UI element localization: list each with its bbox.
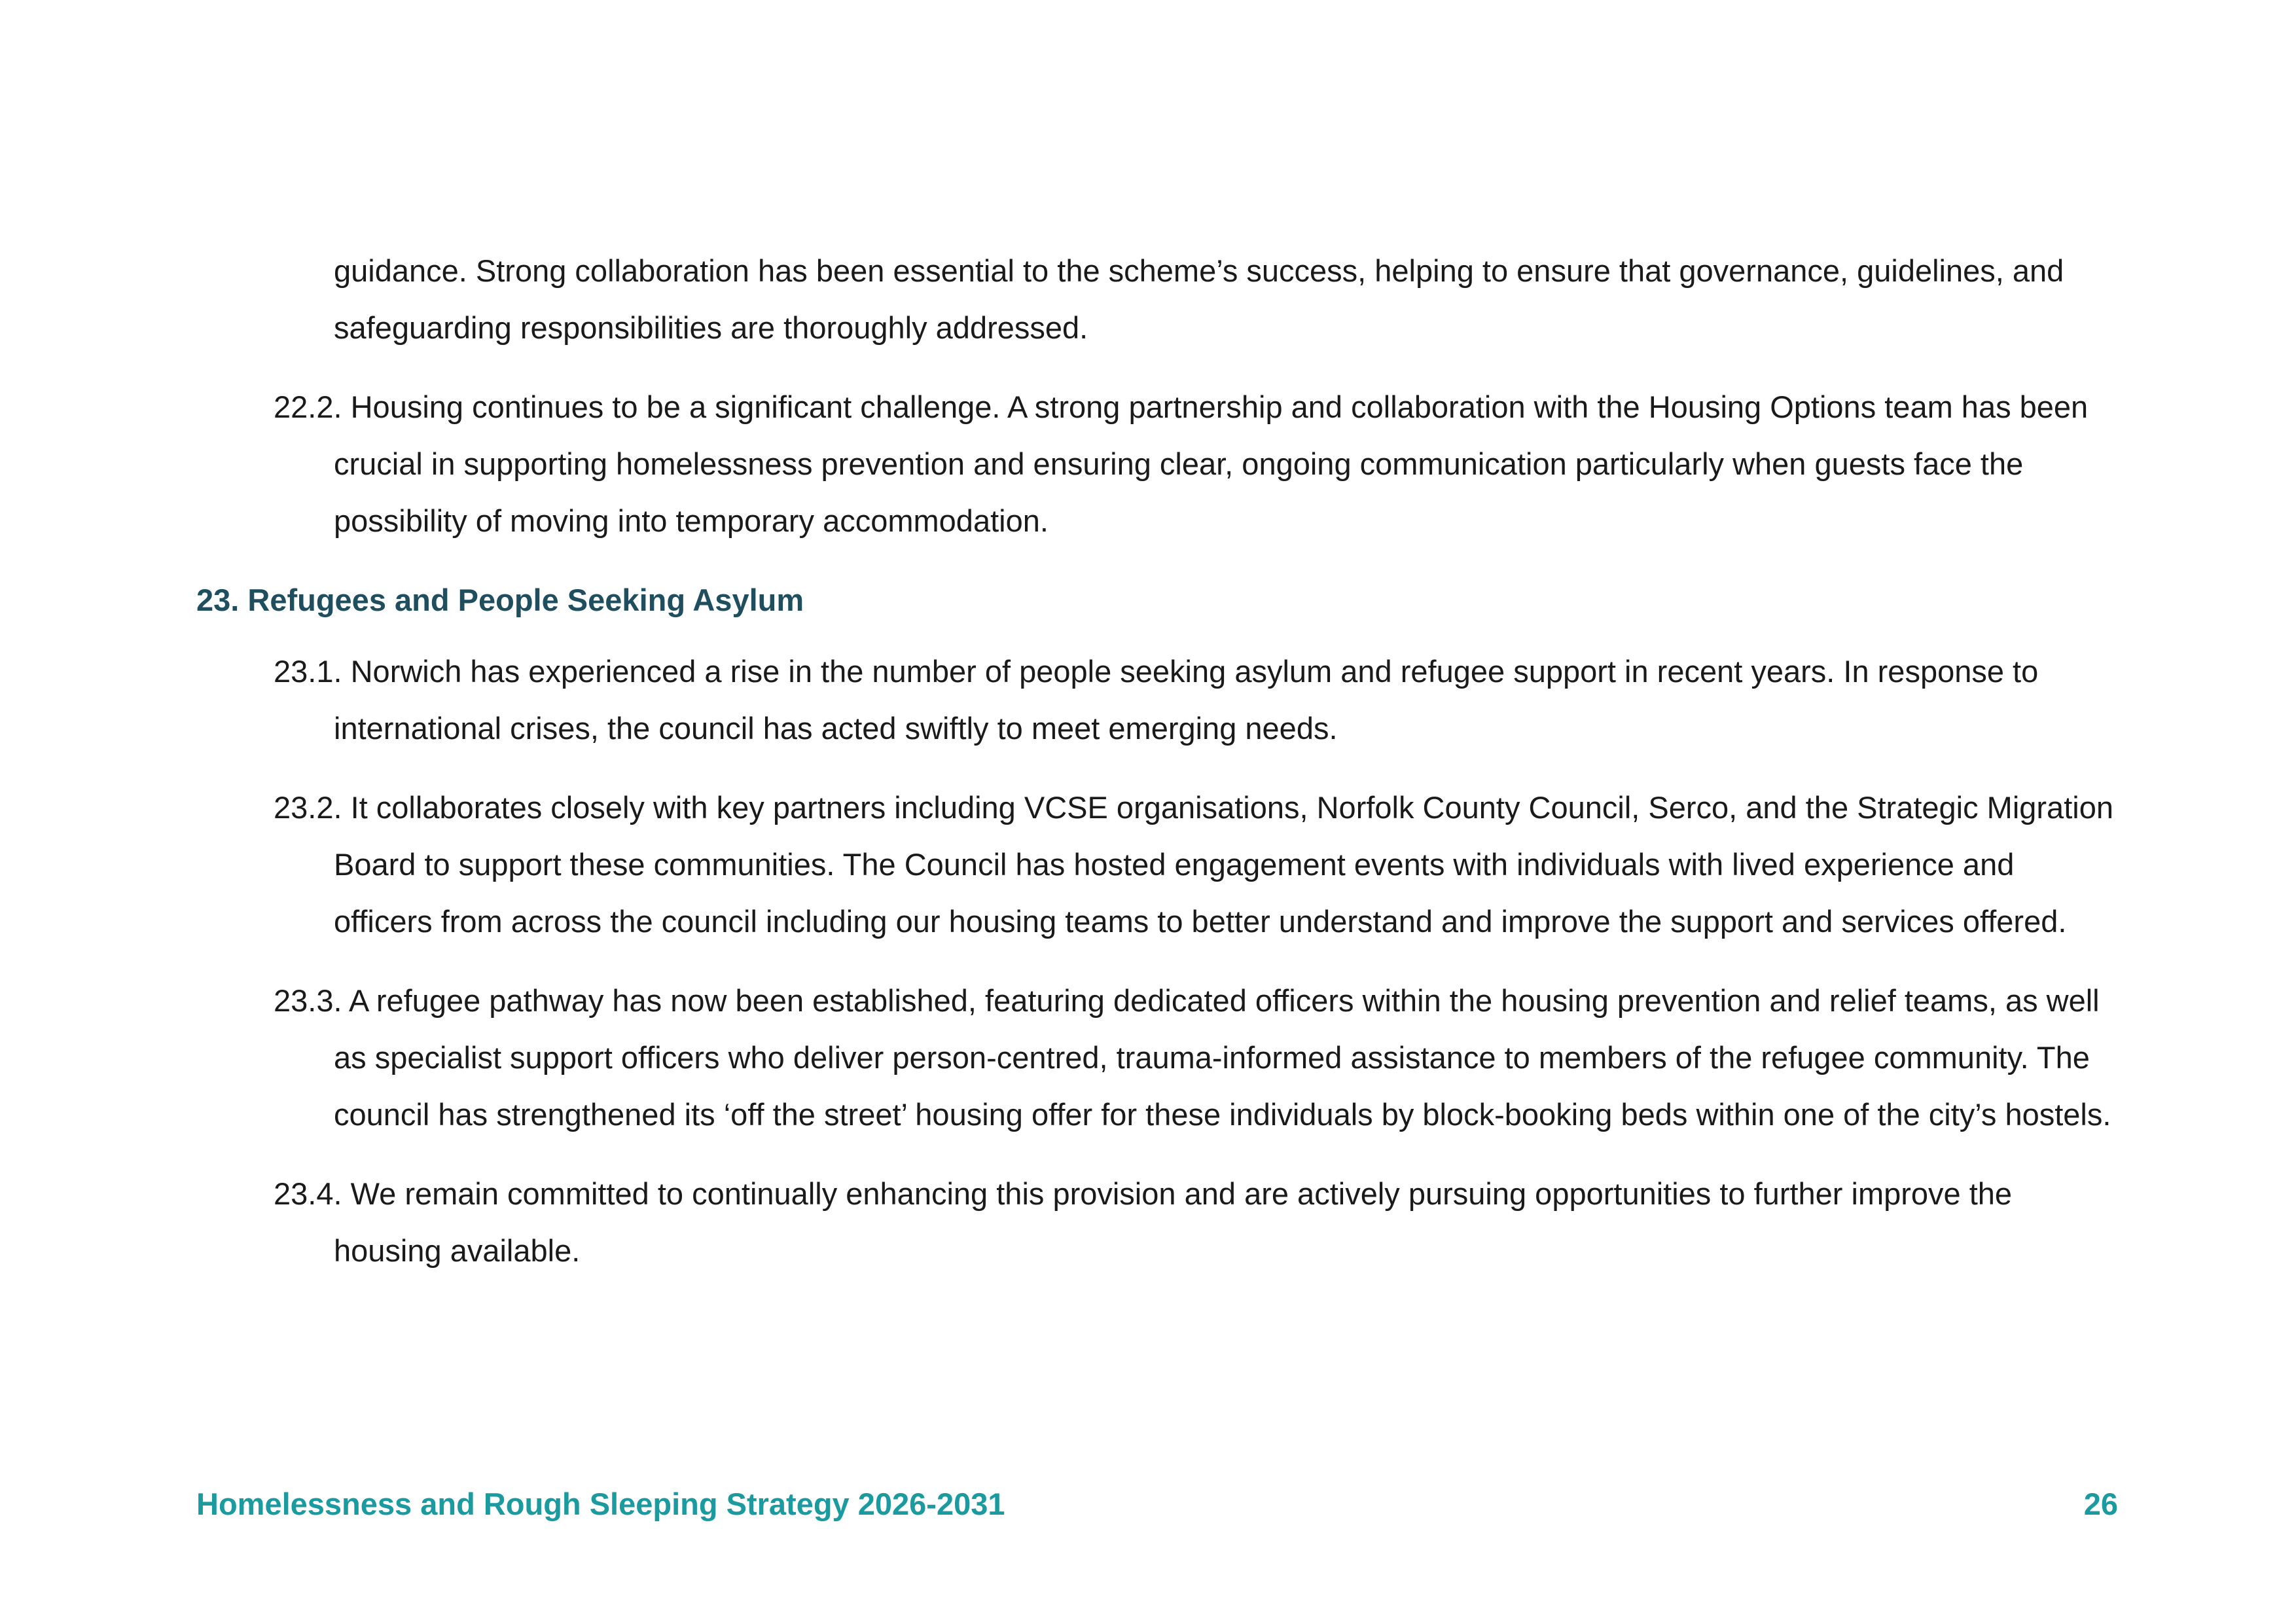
paragraph-text: A refugee pathway has now been established, featuring dedicated officers within the housing prevention and relief teams, as well as specialist support officers who deliver person-centred, trauma-informed assistance to members of the refugee community. The council has strengthened its ‘off the street’ housing offer for these individuals by block-booking beds within one of the city’s hostels. xyxy=(334,983,2111,1132)
paragraph-text: We remain committed to continually enhancing this provision and are actively pursuing opportunities to further improve the housing available. xyxy=(334,1176,2013,1268)
paragraph-23-2 xyxy=(196,779,2121,950)
page-number: 26 xyxy=(2083,1487,2118,1521)
paragraph-number: 23.4. xyxy=(274,1176,342,1211)
paragraph-22-2 xyxy=(196,378,2121,549)
paragraph-23-3 xyxy=(196,972,2121,1143)
paragraph-text: Housing continues to be a significant challenge. A strong partnership and collaboration with the Housing Options team has been crucial in supporting homelessness prevention and ensuring clear, ongoing communication particularly when guests face the possibility of moving into temporary accommodation. xyxy=(334,389,2089,538)
continuation-paragraph: guidance. Strong collaboration has been essential to the scheme’s success, helping to ensure that governance, guidelines, and safeguarding responsibilities are thoroughly addressed. xyxy=(334,253,2064,345)
page-body xyxy=(196,242,2121,1301)
paragraph-text: Norwich has experienced a rise in the number of people seeking asylum and refugee support in recent years. In response to international crises, the council has acted swiftly to meet emerging needs. xyxy=(334,654,2039,746)
section-heading-23: 23. Refugees and People Seeking Asylum xyxy=(196,583,804,617)
paragraph-number: 23.1. xyxy=(274,654,342,689)
paragraph-number: 23.2. xyxy=(274,790,342,825)
page-footer xyxy=(196,1486,2118,1522)
paragraph-23-4 xyxy=(196,1165,2121,1279)
footer-title: Homelessness and Rough Sleeping Strategy 2026-2031 xyxy=(196,1487,1005,1521)
paragraph-text: It collaborates closely with key partners including VCSE organisations, Norfolk County Council, Serco, and the Strategic Migration Board to support these communities. The Council has hosted engagement events with individuals with lived experience and officers from across the council including our housing teams to better understand and improve the support and services offered. xyxy=(334,790,2113,939)
paragraph-23-1 xyxy=(196,643,2121,757)
paragraph-number: 23.3. xyxy=(274,983,342,1018)
paragraph-number: 22.2. xyxy=(274,389,342,424)
